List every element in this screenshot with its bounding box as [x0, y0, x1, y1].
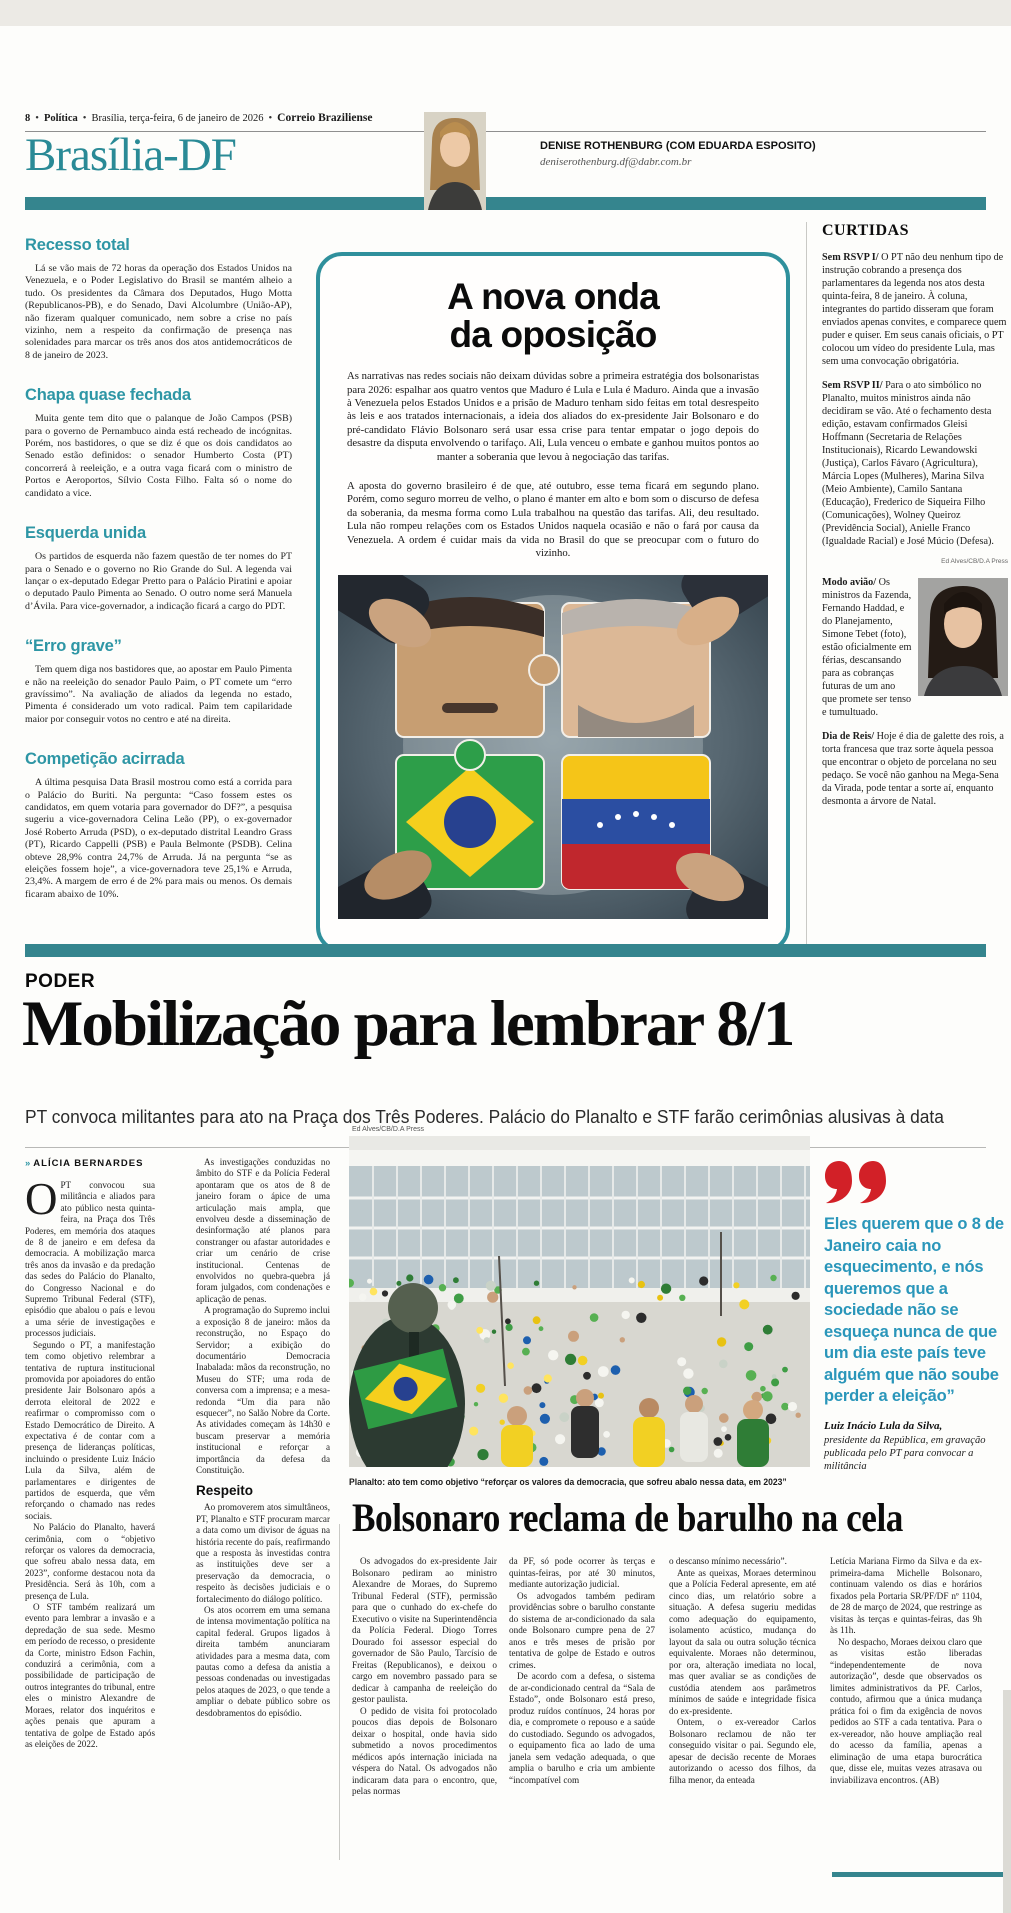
quote-icon — [824, 1160, 1008, 1206]
photo-credit: Ed Alves/CB/D.A Press — [941, 558, 1008, 565]
columnist-name: DENISE ROTHENBURG (COM EDUARDA ESPOSITO) — [540, 140, 816, 152]
quote-attribution-name: Luiz Inácio Lula da Silva, — [824, 1419, 943, 1432]
scan-edge-right — [1003, 1690, 1011, 1913]
curtidas-item-lead: Dia de Reis/ — [822, 731, 875, 742]
oped-paragraph: A aposta do governo brasileiro é de que, até outubro, esse tema ficará em segundo plano. Porém, como seguro morreu de velho, o plano é manter em alto e bom som o discurso de defesa da soberania, da mesma forma como Lula trabalhou na questão das tarifas. Ali, deu resultado. Lula não rompeu relações com os Estados Unidos naquela ocasião e não o fará por causa da Venezuela. A ordem é cuidar mais da vida no Brasil do que se preocupar com o futuro do vizinho. — [347, 480, 759, 560]
curtidas-item-text: Os ministros da Fazenda, Fernando Haddad, e do Planejamento, Simone Tebet (foto), estão oficialmente em férias, descansando para as cobranças futuras de um ano que promete ser tenso e tumultuado. — [822, 577, 912, 718]
note-item — [25, 524, 292, 613]
article-paragraph: O pedido de visita foi protocolado poucos dias depois de Bolsonaro deixar o hospital, onde havia sido submetido a novos procedimentos médicos após internação iniciada na véspera do Natal. Os advogados não indicaram data para o encontro, que, pelas normas — [352, 1705, 497, 1796]
article-paragraph: As investigações conduzidas no âmbito do STF e da Polícia Federal apontaram que os atos de 8 de janeiro foram o ápice de uma articulação mais ampla, que envolveu desde a disseminação de desinformação até planos para constranger ou afastar autoridades e criar um cenário de crise institucional. Centenas de envolvidos no quebra-quebra já foram julgados, com condenações e aplicação de penas. — [196, 1157, 330, 1304]
article-paragraph: A programação do Supremo inclui a exposição 8 de janeiro: mãos da reconstrução, no Espaço do Servidor; a exibição do documentário Democracia Inabalada: mãos da reconstrução, no Museu do STF; uma roda de conversa com a imprensa; e a mesa-redonda “Um dia para não esquecer”, no Salão Nobre da Corte. As atividades começam às 14h30 e buscam preservar a memória institucional e reforçar a importância da defesa da Constituição. — [196, 1305, 330, 1475]
quote-text: Eles querem que o 8 de Janeiro caia no esquecimento, e nós queremos que a sociedade não se esqueça nunca de que um dia este país teve alguém que não soube perder a eleição” — [824, 1215, 1004, 1405]
curtidas-item-text: Para o ato simbólico no Planalto, muitos ministros ainda não decidiram se vão. Até o fechamento desta edição, estavam confirmados Gleisi Hoffmann (Secretaria de Relações Institucionais), Ricardo Lewandowski (Justiça), Carlos Fávaro (Agricultura), Márcia Lopes (Mulheres), Marina Silva (Meio Ambiente), Camilo Santana (Educação), Frederico de Siqueira Filho (Comunicações), Wolney Queiroz (Previdência Social), Anielle Franco (Igualdade Racial) e José Múcio (Defesa). — [822, 380, 994, 547]
article-paragraph: Os atos ocorrem em uma semana de intensa movimentação política na capital federal. Grupos ligados à direita também anunciaram atividades para a mesma data, com pautas como a defesa da anistia a pessoas condenadas ou investigadas pelos ataques de 2023, o que tende a ampliar o debate público sobre os desdobramentos do episódio. — [196, 1605, 330, 1718]
paper-name: Correio Braziliense — [277, 112, 373, 124]
oped-title-line1: A nova onda — [447, 276, 659, 317]
dateline-date: Brasília, terça-feira, 6 de janeiro de 2026 — [91, 113, 264, 124]
columnist-portrait-art — [424, 112, 486, 210]
note-title: Chapa quase fechada — [25, 386, 191, 405]
note-item — [25, 637, 292, 726]
note-item — [25, 750, 292, 901]
puzzle-photo — [338, 575, 768, 919]
article-paragraph: da PF, só pode ocorrer às terças e quintas-feiras, por até 30 minutos, mediante autorização judicial. — [509, 1556, 655, 1589]
article-paragraph: De acordo com a defesa, o sistema de ar-condicionado central da “Sala de Estado”, onde Bolsonaro está preso, produz ruídos contínuos, 24 horas por dia, e compromete o repouso e a saúde do custodiado. Segundo os advogados, o equipamento fica ao lado de uma janela sem vedação adequada, o que amplia o barulho e cria um ambiente “incompatível com — [509, 1671, 655, 1785]
bolsonaro-column-1 — [352, 1556, 497, 1798]
note-text: A última pesquisa Data Brasil mostrou como está a corrida para o Palácio do Buriti. Na pergunta: “Caso fossem estes os candidatos, em quem votaria para governador do DF?”, a pesquisa sugeriu a vice-governadora Celina Leão (PP), o ex-governador José Roberto Arruda (PSD), o ex-deputado distrital Leandro Grass (PT), Ricardo Cappelli (PSB) e Paula Belmonte (PSDB). Celina obteve 28,9% contra 24,7% de Arruda. Já na pergunta “se as eleições fossem hoje”, a vice-governadora teve 25,1% e Arruda, 23,4%. A margem de erro é de 2% para mais ou menos. Os demais ficaram abaixo de 10%. — [25, 777, 292, 900]
bolsonaro-column-2 — [509, 1556, 655, 1786]
article-column-2 — [196, 1157, 330, 1719]
columnist-info — [540, 140, 960, 168]
dropcap: O — [25, 1174, 58, 1224]
curtidas-item — [822, 379, 1008, 548]
byline-name: ALÍCIA BERNARDES — [33, 1158, 144, 1169]
curtidas-item-lead: Modo avião/ — [822, 577, 877, 588]
article-paragraph: Segundo o PT, a manifestação tem como objetivo relembrar a tentativa de ruptura institucional promovida por apoiadores do então presidente Jair Bolsonaro após a derrota eleitoral de 2022 e reafirmar o compromisso com o Estado Democrático de Direito. A expectativa é de contar com a presença de lideranças políticas, incluindo o presidente Luiz Inácio Lula da Silva, além de parlamentares e dirigentes de partidos de esquerda, que vêm reforçando o chamado nas redes sociais. — [25, 1339, 155, 1521]
dateline-bullet: • — [35, 113, 39, 124]
planalto-photo — [349, 1136, 810, 1467]
curtidas-item — [822, 576, 1008, 719]
column-rule — [806, 222, 807, 944]
dateline-bullet: • — [82, 113, 87, 124]
photo-caption: Planalto: ato tem como objetivo “reforçar os valores da democracia, que sofreu abalo nessa data, em 2023” — [349, 1477, 787, 1488]
end-rule — [832, 1872, 1008, 1877]
planalto-photo-art — [349, 1136, 810, 1467]
main-headline: Mobilização para lembrar 8/1 — [22, 988, 794, 1060]
note-title: Esquerda unida — [25, 524, 146, 543]
dateline-bullet: • — [268, 113, 273, 124]
notes-column — [25, 222, 292, 901]
note-title: Recesso total — [25, 236, 130, 254]
curtidas-item-text: O PT não deu nenhum tipo de instrução cobrando a presença dos parlamentares da legenda nos atos desta quinta-feira, 8 de janeiro. À coluna, integrantes do partido disseram que foram enviados apenas convites, e comparece quem puder e quiser. Em seus canais oficiais, o PT colocou um vídeo do presidente Lula, mas sem uma convocação obrigatória. — [822, 252, 1007, 367]
curtidas-item-lead: Sem RSVP I/ — [822, 252, 879, 263]
article-paragraph: Ao promoverem atos simultâneos, PT, Planalto e STF procuram marcar a data como um divisor de águas na história recente do país, reafirmando que a resposta às investidas contra as instituições deve ser a preservação da democracia, o respeito às decisões judiciais e o fortalecimento do diálogo político. — [196, 1502, 330, 1604]
article-paragraph — [25, 1174, 155, 1340]
column-rule — [339, 1524, 340, 1860]
oped-title-line2: da oposição — [449, 314, 657, 356]
curtidas-item-text: Hoje é dia de galette des rois, a torta francesa que traz sorte àquela pessoa que encontrar o objeto de porcelana no seu pedaço. Se você não ganhou na Mega-Sena da Virada, pode tentar a sorte aí, enquanto desmonta a árvore de Natal. — [822, 731, 1004, 807]
byline-marker: » — [25, 1158, 32, 1169]
note-text: Lá se vão mais de 72 horas da operação dos Estados Unidos na Venezuela, e o Poder Legislativo do Brasil se mantém alheio a tudo. Os presidentes da Câmara dos Deputados, Hugo Motta (Republicanos-PB), e do Senado, Davi Alcolumbre (União-AP), não fizeram qualquer comunicado, nem sobre a crise no país vizinho, nem a respeito da confirmação de presença nas solenidades para marcar os três anos dos atos antidemocráticos de 8 de janeiro de 2023. — [25, 263, 292, 361]
curtidas-column — [822, 222, 1008, 808]
dateline-page-number: 8 — [25, 113, 31, 124]
note-item — [25, 236, 292, 362]
scan-edge-top — [0, 0, 1011, 26]
page-title: Brasília-DF — [25, 129, 236, 181]
article-paragraph: O STF também realizará um evento para lembrar a invasão e a depredação de sua sede. Mesmo em período de recesso, o presidente da Corte, ministro Edson Fachin, conduzirá a cerimônia, com a possibilidade de participação de outros integrantes do tribunal, entre eles o ministro Alexandre de Moraes, relator dos inquéritos e ações penais que apuram a tentativa de golpe de Estado após as eleições de 2022. — [25, 1602, 155, 1749]
note-text: Os partidos de esquerda não fazem questão de ter nomes do PT para o Senado e o governo no Rio Grande do Sul. A legenda vai lançar o ex-deputado Edegar Pretto para o Palácio Piratini e apoiar o deputado Paulo Pimenta ao Senado. O outro nome será Manuela d’Ávila. Para vice-governador, a indicação ficará a cargo do PDT. — [25, 551, 292, 612]
section-kicker: PODER — [25, 971, 96, 992]
note-text: Muita gente tem dito que o palanque de João Campos (PSB) para o governo de Pernambuco ainda está recheado de incógnitas. Porém, nos bastidores, o que se diz é que os dois candidatos ao Senado estão definidos: o senador Humberto Costa (PT) concorrerá à reeleição, e a outra vaga ficará com o ministro de Portos e Aeroportos, Sílvio Costa Filho. Falta só o nome do candidato a vice. — [25, 413, 292, 499]
main-subhead: PT convoca militantes para ato na Praça dos Três Poderes. Palácio do Planalto e STF farão cerimônias alusivas à data — [25, 1106, 944, 1127]
section-divider-bar — [25, 197, 986, 210]
curtidas-item — [822, 730, 1008, 808]
curtidas-item-lead: Sem RSVP II/ — [822, 380, 883, 391]
tebet-portrait-art — [918, 578, 1008, 696]
columnist-portrait — [424, 112, 486, 210]
curtidas-item — [822, 251, 1008, 368]
secondary-headline: Bolsonaro reclama de barulho na cela — [352, 1495, 903, 1540]
pull-quote — [824, 1160, 1008, 1473]
article-column-1 — [25, 1174, 155, 1750]
photo-credit: Ed Alves/CB/D.A Press — [352, 1126, 424, 1133]
dateline-section: Política — [43, 113, 78, 124]
section-divider-bar — [25, 944, 986, 957]
curtidas-title: CURTIDAS — [822, 222, 910, 239]
crosshead: Respeito — [196, 1483, 254, 1499]
article-paragraph-text: PT convocou sua militância e aliados para ato público nesta quinta-feira, na Praça dos Três Poderes, em memória dos ataques de 8 de janeiro e em defesa da democracia. A mobilização marca três anos da invasão e da predação das sedes do Palácio do Planalto, do Congresso Nacional e do Supremo Tribunal Federal (STF), episódio que abalou o país e levou a uma série de investigações e processos judiciais. — [25, 1180, 155, 1339]
article-paragraph: No despacho, Moraes deixou claro que as visitas estão liberadas “independentemente de nova autorização”, desde que observados os limites administrativos da PF. Carlos, contudo, afirmou que a única mudança prática foi o fim da exigência de novos pedidos ao STF a cada tentativa. Para o ex-vereador, não houve ampliação real do acesso da família, apenas a eliminação de uma etapa burocrática que, disse ele, muitas vezes atrasava ou inviabilizava encontros. (AB) — [830, 1636, 982, 1785]
article-paragraph: Ante as queixas, Moraes determinou que a Polícia Federal apresente, em até cinco dias, um relatório sobre a situação. A defesa sugeriu medidas como adequação do equipamento, isolamento acústico, mudança do layout da sala ou outra solução técnica equivalente. Moraes não determinou, por ora, alteração imediata no local, mas quer avaliar se as condições de custódia atendem aos parâmetros mínimos de saúde e integridade física do ex-presidente. — [669, 1567, 816, 1716]
article-paragraph: Os advogados do ex-presidente Jair Bolsonaro pediram ao ministro Alexandre de Moraes, do Supremo Tribunal Federal (STF), permissão para que o cunhado do ex-chefe do Executivo o visite na Superintendência da Polícia Federal. Diogo Torres Dourado foi assessor especial do governador de São Paulo, Tarcísio de Freitas (Republicanos), e deixou o cargo em novembro passado para se dedicar à campanha de reeleição do gestor paulista. — [352, 1556, 497, 1704]
puzzle-photo-art — [338, 575, 768, 919]
quote-icon-art — [824, 1160, 894, 1206]
bolsonaro-column-3 — [669, 1556, 816, 1786]
article-paragraph: o descanso mínimo necessário”. — [669, 1556, 787, 1566]
note-item — [25, 386, 292, 500]
oped-box — [316, 252, 790, 953]
oped-title — [338, 278, 768, 354]
quote-attribution-role: presidente da República, em gravação publicada pelo PT para convocar a militância — [824, 1434, 986, 1472]
tebet-portrait — [918, 578, 1008, 696]
article-paragraph: No Palácio do Planalto, haverá cerimônia, com o “objetivo reforçar os valores da democracia, que sofreu abalo nessa data, em 2023”, conforme destacou nota da Presidência. Será às 10h, com a presença de Lula. — [25, 1522, 155, 1601]
article-paragraph: Letícia Mariana Firmo da Silva e da ex-primeira-dama Michelle Bolsonaro, continuam valendo os dias e horários fixados pela Portaria SR/PF/DF nº 1104, de 28 de março de 2024, que restringe as visitas às terças e quintas-feiras, das 9h às 11h. — [830, 1556, 982, 1635]
oped-paragraph: As narrativas nas redes sociais não deixam dúvidas sobre a primeira estratégia dos bolsonaristas para 2026: espalhar aos quatro ventos que Maduro é Lula e Lula é Maduro. Ainda que a invasão à Venezuela pelos Estados Unidos e a prisão de Maduro tenham sido feitas em total desrespeito às leis e aos tratados internacionais, a ideia dos aliados do ex-presidente Jair Bolsonaro e do pré-candidato Flávio Bolsonaro será usar essa crise para tentar empatar o jogo depois do desastre da disputa envolvendo o tarifaço. Ali, Lula venceu o embate e ganhou muitos pontos ao manter a soberania que levou à negociação das tarifas. — [347, 370, 759, 463]
article-paragraph: Os advogados também pediram providências sobre o barulho constante do sistema de ar-condicionado da sala onde Bolsonaro cumpre pena de 27 anos e três meses de prisão por tentativa de golpe de Estado e outros crimes. — [509, 1590, 655, 1670]
bolsonaro-column-4 — [830, 1556, 982, 1786]
note-text: Tem quem diga nos bastidores que, ao apostar em Paulo Pimenta e não na reeleição do senador Paulo Paim, o PT comete um “erro gravíssimo”. Na avaliação de aliados da legenda no estado, Pimenta é considerado um voto radical. Paim tem capilaridade maior por conseguir votos no centro e até na direita. — [25, 664, 292, 725]
note-title: “Erro grave” — [25, 637, 122, 656]
columnist-email: deniserothenburg.df@dabr.com.br — [540, 156, 692, 168]
byline — [25, 1158, 143, 1169]
article-paragraph: Ontem, o ex-vereador Carlos Bolsonaro reclamou de não ter conseguido visitar o pai. Segundo ele, apesar de decisão recente de Moraes autorizando o acesso dos filhos, da filha menor, da enteada — [669, 1717, 816, 1785]
note-title: Competição acirrada — [25, 750, 185, 769]
